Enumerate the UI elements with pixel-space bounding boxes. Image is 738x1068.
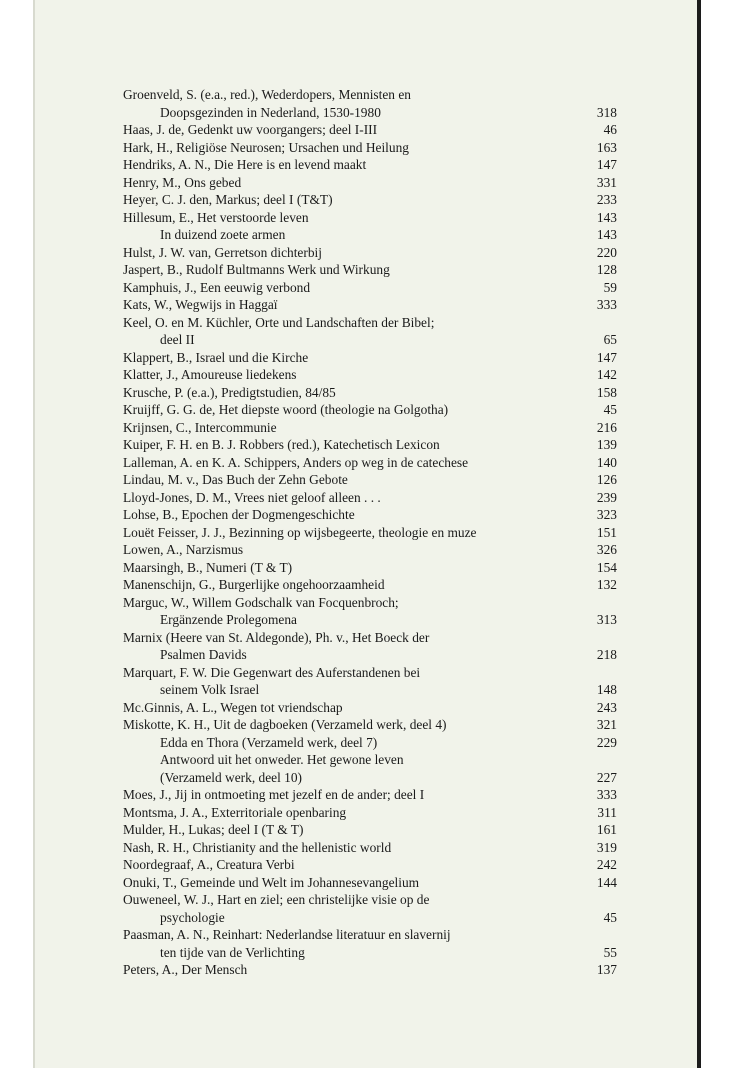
entry-text: Lowen, A., Narzismus xyxy=(123,542,244,557)
entry-text: ten tijde van de Verlichting xyxy=(160,944,305,960)
entry-page-number: 229 xyxy=(596,734,617,750)
index-entry xyxy=(123,856,617,874)
entry-text: Moes, J., Jij in ontmoeting met jezelf en de ander; deel I xyxy=(123,787,425,802)
entry-page-number: 333 xyxy=(596,787,617,802)
entry-text: Hark, H., Religiöse Neurosen; Ursachen und Heilung xyxy=(123,139,409,155)
entry-text: Marnix (Heere van St. Aldegonde), Ph. v., Het Boeck der xyxy=(123,629,430,645)
index-entry xyxy=(123,454,617,472)
entry-text: Paasman, A. N., Reinhart: Nederlandse literatuur en slavernij xyxy=(123,927,451,942)
index-entry xyxy=(123,541,617,559)
entry-text: Onuki, T., Gemeinde und Welt im Johannesevangelium xyxy=(123,874,420,890)
entry-text: Krijnsen, C., Intercommunie xyxy=(123,419,277,435)
index-entry xyxy=(123,156,617,174)
entry-text: Mulder, H., Lukas; deel I (T & T) xyxy=(123,822,304,837)
index-entry xyxy=(123,174,617,192)
entry-page-number: 313 xyxy=(596,612,617,627)
entry-text: Krusche, P. (e.a.), Predigtstudien, 84/85 xyxy=(123,384,336,400)
index-entry xyxy=(123,209,617,227)
entry-text: Manenschijn, G., Burgerlijke ongehoorzaamheid xyxy=(123,577,385,592)
entry-page-number: 147 xyxy=(596,349,617,365)
entry-text: Hendriks, A. N., Die Here is en levend maakt xyxy=(123,157,367,172)
index-entry xyxy=(123,734,617,752)
entry-page-number: 220 xyxy=(596,244,617,260)
entry-text: Louët Feisser, J. J., Bezinning op wijsbegeerte, theologie en muze xyxy=(123,524,477,540)
entry-text: Groenveld, S. (e.a., red.), Wederdopers, Mennisten en xyxy=(123,87,411,102)
index-entry xyxy=(123,891,617,909)
entry-text: In duizend zoete armen xyxy=(160,227,286,242)
entry-page-number: 55 xyxy=(603,944,617,960)
entry-page-number: 128 xyxy=(596,262,617,277)
index-entry xyxy=(123,226,617,244)
index-entry xyxy=(123,786,617,804)
entry-text: (Verzameld werk, deel 10) xyxy=(160,769,303,785)
entry-text: Antwoord uit het onweder. Het gewone leven xyxy=(160,752,404,767)
entry-text: Marquart, F. W. Die Gegenwart des Auferstandenen bei xyxy=(123,664,421,680)
entry-text: Lohse, B., Epochen der Dogmengeschichte xyxy=(123,507,355,522)
index-entry xyxy=(123,646,617,664)
index-entry xyxy=(123,384,617,402)
entry-text: Miskotte, K. H., Uit de dagboeken (Verzameld werk, deel 4) xyxy=(123,717,447,732)
entry-text: Klappert, B., Israel und die Kirche xyxy=(123,349,309,365)
entry-page-number: 59 xyxy=(603,279,617,295)
index-entry xyxy=(123,331,617,349)
entry-page-number: 216 xyxy=(596,419,617,435)
index-entry xyxy=(123,664,617,682)
index-entry xyxy=(123,769,617,787)
index-entry xyxy=(123,611,617,629)
entry-page-number: 158 xyxy=(596,384,617,400)
entry-page-number: 233 xyxy=(596,192,617,207)
index-entry xyxy=(123,804,617,822)
entry-page-number: 311 xyxy=(597,804,617,820)
page-left-edge xyxy=(33,0,35,1068)
entry-text: Psalmen Davids xyxy=(160,647,247,662)
entry-page-number: 151 xyxy=(596,524,617,540)
index-entry xyxy=(123,716,617,734)
entry-text: Henry, M., Ons gebed xyxy=(123,174,242,190)
index-entry xyxy=(123,751,617,769)
entry-page-number: 144 xyxy=(596,874,617,890)
index-entry xyxy=(123,366,617,384)
entry-page-number: 126 xyxy=(596,472,617,487)
index-entry xyxy=(123,524,617,542)
entry-page-number: 227 xyxy=(596,769,617,785)
entry-text: Lloyd-Jones, D. M., Vrees niet geloof alleen . . . xyxy=(123,489,381,505)
index-entry xyxy=(123,436,617,454)
entry-page-number: 161 xyxy=(596,822,617,837)
entry-page-number: 139 xyxy=(596,437,617,452)
index-entry xyxy=(123,279,617,297)
index-entry xyxy=(123,839,617,857)
entry-text: Lindau, M. v., Das Buch der Zehn Gebote xyxy=(123,472,348,487)
entry-text: Edda en Thora (Verzameld werk, deel 7) xyxy=(160,734,378,750)
entry-text: Haas, J. de, Gedenkt uw voorgangers; deel I-III xyxy=(123,122,378,137)
entry-text: Maarsingh, B., Numeri (T & T) xyxy=(123,559,293,575)
entry-text: Heyer, C. J. den, Markus; deel I (T&T) xyxy=(123,192,333,207)
entry-page-number: 137 xyxy=(596,962,617,977)
index-entry xyxy=(123,559,617,577)
entry-page-number: 242 xyxy=(596,857,617,872)
entry-text: Peters, A., Der Mensch xyxy=(123,962,248,977)
entry-text: Kats, W., Wegwijs in Haggaï xyxy=(123,297,278,312)
entry-text: Noordegraaf, A., Creatura Verbi xyxy=(123,857,295,872)
index-entry xyxy=(123,681,617,699)
entry-page-number: 318 xyxy=(596,104,617,120)
index-entry xyxy=(123,699,617,717)
entry-page-number: 140 xyxy=(596,454,617,470)
index-entry xyxy=(123,909,617,927)
entry-page-number: 163 xyxy=(596,139,617,155)
entry-text: Ouweneel, W. J., Hart en ziel; een christelijke visie op de xyxy=(123,892,430,907)
index-entry xyxy=(123,944,617,962)
entry-text: Ergänzende Prolegomena xyxy=(160,612,297,627)
entry-text: Marguc, W., Willem Godschalk van Focquenbroch; xyxy=(123,594,399,610)
entry-page-number: 143 xyxy=(596,227,617,242)
index-entry xyxy=(123,576,617,594)
entry-text: Kuiper, F. H. en B. J. Robbers (red.), Katechetisch Lexicon xyxy=(123,437,440,452)
index-entry xyxy=(123,821,617,839)
entry-text: Jaspert, B., Rudolf Bultmanns Werk und Wirkung xyxy=(123,262,390,277)
entry-text: Nash, R. H., Christianity and the hellenistic world xyxy=(123,839,392,855)
book-index-list xyxy=(123,86,617,979)
entry-text: Klatter, J., Amoureuse liedekens xyxy=(123,367,297,382)
index-entry xyxy=(123,471,617,489)
entry-page-number: 147 xyxy=(596,157,617,172)
entry-page-number: 148 xyxy=(596,682,617,697)
entry-page-number: 323 xyxy=(596,507,617,522)
entry-page-number: 319 xyxy=(596,839,617,855)
index-entry xyxy=(123,926,617,944)
index-entry xyxy=(123,139,617,157)
page-right-edge xyxy=(697,0,701,1068)
entry-page-number: 243 xyxy=(596,699,617,715)
index-entry xyxy=(123,86,617,104)
index-entry xyxy=(123,401,617,419)
entry-page-number: 321 xyxy=(596,717,617,732)
entry-text: Kruijff, G. G. de, Het diepste woord (theologie na Golgotha) xyxy=(123,402,449,417)
index-entry xyxy=(123,419,617,437)
entry-text: Doopsgezinden in Nederland, 1530-1980 xyxy=(160,104,381,120)
entry-page-number: 46 xyxy=(603,122,617,137)
entry-text: Kamphuis, J., Een eeuwig verbond xyxy=(123,279,311,295)
index-entry xyxy=(123,121,617,139)
index-entry xyxy=(123,961,617,979)
index-entry xyxy=(123,629,617,647)
entry-page-number: 331 xyxy=(596,174,617,190)
index-entry xyxy=(123,296,617,314)
index-entry xyxy=(123,244,617,262)
entry-page-number: 132 xyxy=(596,577,617,592)
index-entry xyxy=(123,191,617,209)
index-entry xyxy=(123,104,617,122)
entry-page-number: 154 xyxy=(596,559,617,575)
entry-page-number: 218 xyxy=(596,647,617,662)
index-entry xyxy=(123,489,617,507)
entry-text: Lalleman, A. en K. A. Schippers, Anders op weg in de catechese xyxy=(123,454,469,470)
entry-text: psychologie xyxy=(160,909,225,925)
entry-text: seinem Volk Israel xyxy=(160,682,260,697)
entry-page-number: 45 xyxy=(603,402,617,417)
index-entry xyxy=(123,261,617,279)
entry-page-number: 239 xyxy=(596,489,617,505)
entry-page-number: 143 xyxy=(596,209,617,225)
entry-text: deel II xyxy=(160,332,195,347)
index-entry xyxy=(123,506,617,524)
index-entry xyxy=(123,349,617,367)
entry-page-number: 142 xyxy=(596,367,617,382)
index-entry xyxy=(123,314,617,332)
entry-text: Keel, O. en M. Küchler, Orte und Landschaften der Bibel; xyxy=(123,314,435,330)
entry-page-number: 326 xyxy=(596,542,617,557)
entry-text: Hulst, J. W. van, Gerretson dichterbij xyxy=(123,244,322,260)
entry-page-number: 333 xyxy=(596,297,617,312)
index-entry xyxy=(123,874,617,892)
index-entry xyxy=(123,594,617,612)
entry-page-number: 65 xyxy=(603,332,617,347)
entry-text: Mc.Ginnis, A. L., Wegen tot vriendschap xyxy=(123,699,343,715)
entry-text: Montsma, J. A., Exterritoriale openbaring xyxy=(123,804,347,820)
entry-page-number: 45 xyxy=(603,909,617,925)
entry-text: Hillesum, E., Het verstoorde leven xyxy=(123,209,309,225)
